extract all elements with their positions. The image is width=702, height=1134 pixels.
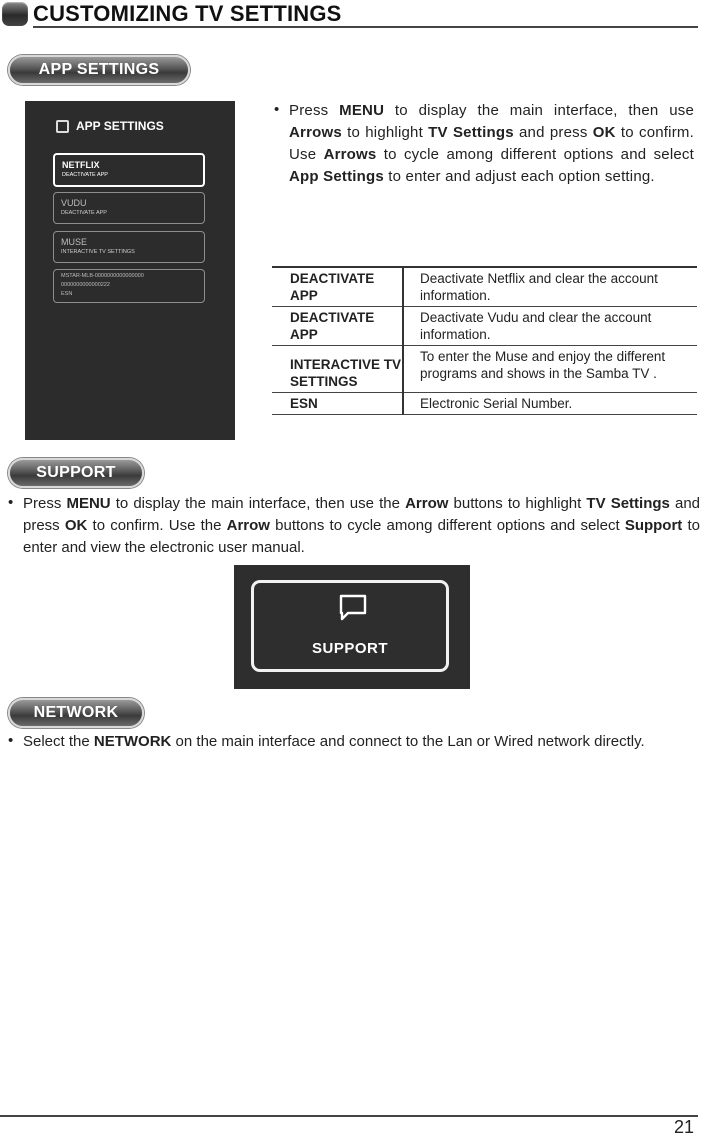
app-settings-screenshot <box>25 101 235 440</box>
screen-esn-line: ESN <box>61 291 73 297</box>
app-settings-instruction: Press MENU to display the main interface, then use Arrows to highlight TV Settings and press OK to confirm. Use Arrows to cycle among different options and select App Settings to enter and adjust each option setting. <box>289 102 694 185</box>
page-number: 21 <box>673 1117 694 1134</box>
table-row <box>272 307 697 346</box>
option-name: ESN <box>272 393 403 415</box>
screen-item-muse <box>53 231 205 263</box>
support-tile <box>251 580 449 672</box>
screen-item-name: NETFLIX <box>62 160 100 170</box>
app-settings-section-label: APP SETTINGS <box>8 55 190 85</box>
network-section-label: NETWORK <box>8 698 144 728</box>
screen-item-netflix <box>53 153 205 187</box>
support-section-label: SUPPORT <box>8 458 144 488</box>
checkbox-icon <box>56 120 69 133</box>
network-instruction: Select the NETWORK on the main interface and connect to the Lan or Wired network directly. <box>23 733 645 750</box>
page-title: CUSTOMIZING TV SETTINGS <box>33 1 342 26</box>
bullet: • <box>8 732 14 749</box>
header-tab-icon <box>2 2 28 26</box>
screen-title: APP SETTINGS <box>76 119 164 133</box>
chat-bubble-icon <box>338 594 368 622</box>
option-description: Electronic Serial Number. <box>420 396 573 411</box>
support-tile-label: SUPPORT <box>311 640 388 657</box>
screen-item-name: MUSE <box>61 237 88 247</box>
option-description: Deactivate Netflix and clear the account information. <box>420 271 658 303</box>
screen-item-esn <box>53 269 205 303</box>
screen-item-sub: DEACTIVATE APP <box>62 172 108 178</box>
screen-esn-line: 0000000000000222 <box>61 282 110 288</box>
table-row <box>272 393 697 415</box>
option-name: DEACTIVATE APP <box>272 307 403 346</box>
screen-item-sub: DEACTIVATE APP <box>61 210 107 216</box>
support-instruction: Press MENU to display the main interface, then use the Arrow buttons to highlight TV Settings and press OK to confirm. Use the Arrow buttons to cycle among different options and select Support to enter and view the electronic user manual. <box>23 495 701 556</box>
option-name: INTERACTIVE TV SETTINGS <box>272 346 403 393</box>
header-rule <box>33 26 698 28</box>
option-description: To enter the Muse and enjoy the different programs and shows in the Samba TV . <box>420 349 666 381</box>
support-screenshot <box>234 565 470 689</box>
bullet: • <box>8 494 14 511</box>
table-row <box>272 346 697 393</box>
bullet: • <box>274 101 280 118</box>
app-settings-table <box>272 266 697 415</box>
screen-item-name: VUDU <box>61 198 87 208</box>
option-description: Deactivate Vudu and clear the account information. <box>420 310 652 342</box>
screen-item-sub: INTERACTIVE TV SETTINGS <box>61 249 135 255</box>
page-header <box>0 0 698 28</box>
screen-esn-line: MSTAR-MLB-0000000000000000 <box>61 273 144 279</box>
table-row <box>272 267 697 307</box>
option-name: DEACTIVATE APP <box>272 267 403 307</box>
screen-item-vudu <box>53 192 205 224</box>
footer-rule <box>0 1115 698 1117</box>
